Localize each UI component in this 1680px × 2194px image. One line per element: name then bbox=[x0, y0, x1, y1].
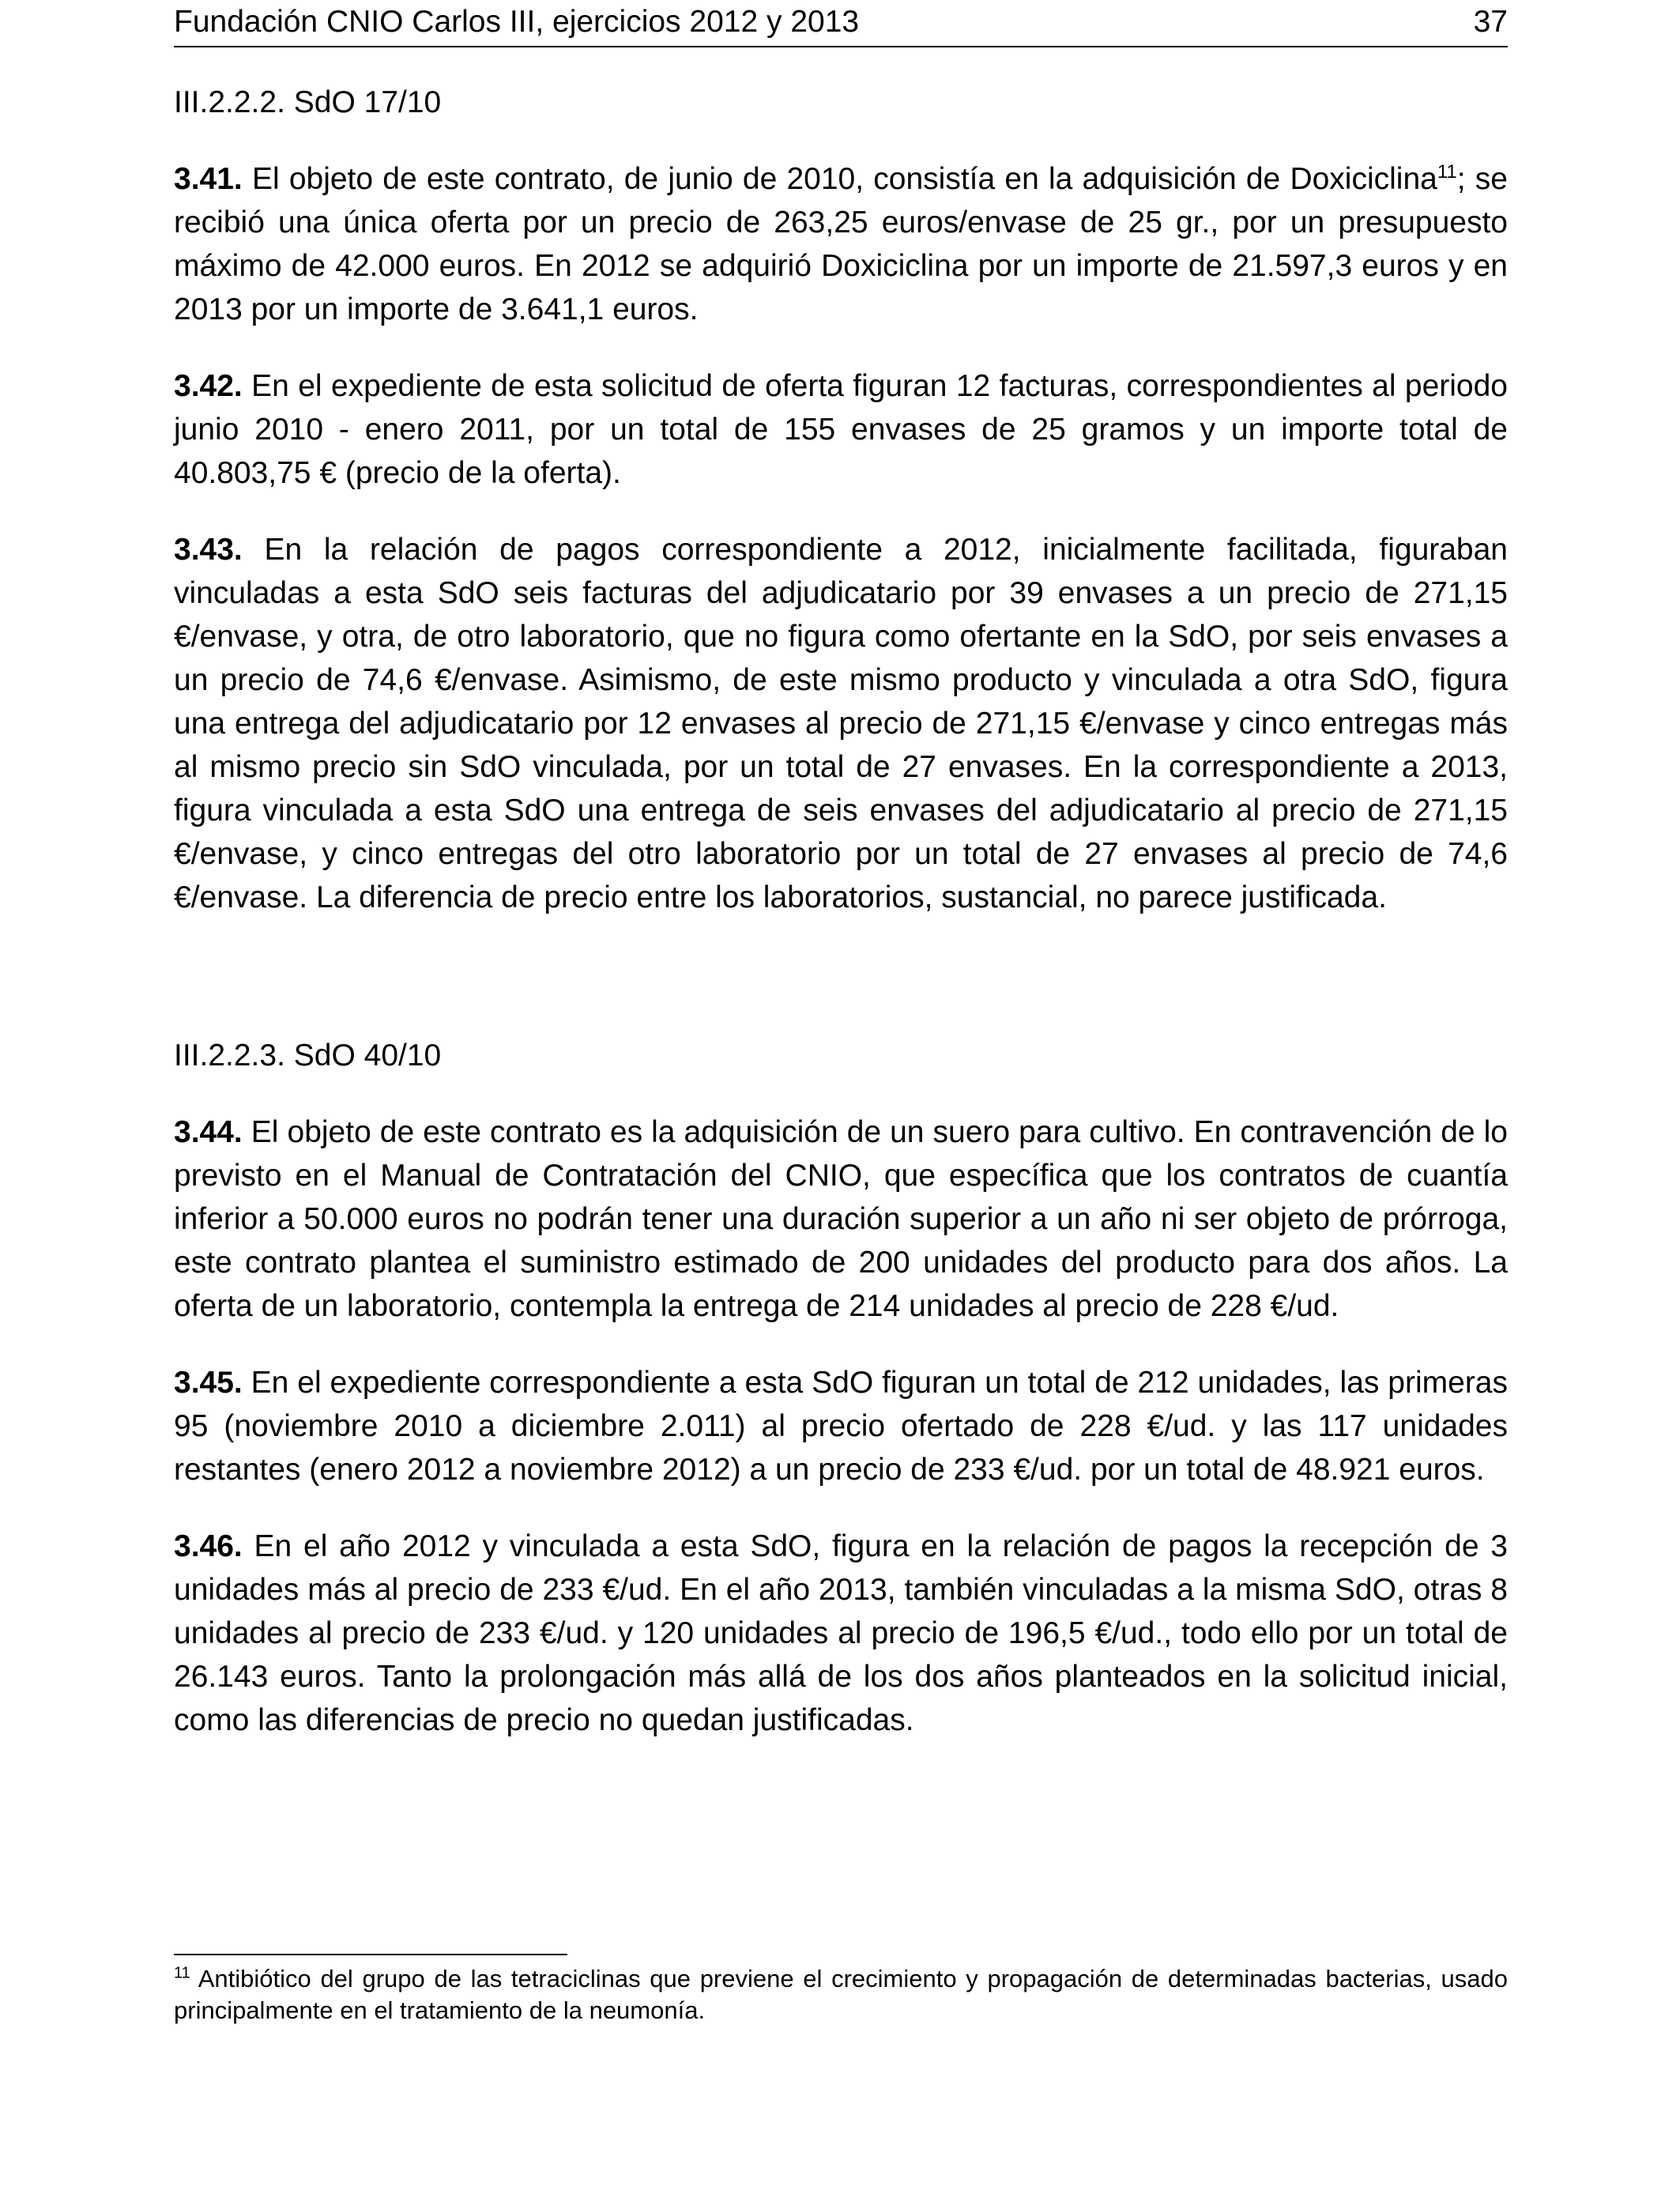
paragraph-number: 3.43. bbox=[174, 533, 243, 567]
footnote-mark: 11 bbox=[174, 1964, 190, 1982]
header-title: Fundación CNIO Carlos III, ejercicios 2012 y 2013 bbox=[174, 5, 860, 39]
footnote-11 bbox=[174, 1963, 1508, 2026]
footnote-reference[interactable]: 11 bbox=[1437, 161, 1457, 183]
page-number: 37 bbox=[1473, 5, 1508, 39]
paragraph-number: 3.41. bbox=[174, 162, 243, 196]
paragraph-number: 3.45. bbox=[174, 1366, 243, 1400]
paragraph-number: 3.44. bbox=[174, 1115, 243, 1149]
paragraph-number: 3.42. bbox=[174, 369, 243, 403]
paragraph-3-46 bbox=[174, 1525, 1508, 1742]
paragraph-text: ; se recibió una única oferta por un precio de 263,25 euros/envase de 25 gr., por un presupuesto máximo de 42.000 euros. En 2012 se adquirió Doxiciclina por un importe de 21.597,3 euros y en 2013 por un importe de 3.641,1 euros. bbox=[174, 162, 1508, 326]
paragraph-text: En el año 2012 y vinculada a esta SdO, figura en la relación de pagos la recepción de 3 unidades más al precio de 233 €/ud. En el año 2013, también vinculadas a la misma SdO, otras 8 unidades al precio de 233 €/ud. y 120 unidades al precio de 196,5 €/ud., todo ello por un total de 26.143 euros. Tanto la prolongación más allá de los dos años planteados en la solicitud inicial, como las diferencias de precio no quedan justificadas. bbox=[174, 1529, 1508, 1737]
section-heading-sdo-17-10: III.2.2.2. SdO 17/10 bbox=[174, 85, 442, 119]
paragraph-3-44 bbox=[174, 1110, 1508, 1328]
footnote-divider bbox=[174, 1954, 567, 1955]
paragraph-text: En el expediente correspondiente a esta SdO figuran un total de 212 unidades, las primeras 95 (noviembre 2010 a diciembre 2.011) al precio ofertado de 228 €/ud. y las 117 unidades restantes (enero 2012 a noviembre 2012) a un precio de 233 €/ud. por un total de 48.921 euros. bbox=[174, 1366, 1508, 1487]
paragraph-number: 3.46. bbox=[174, 1529, 243, 1563]
paragraph-3-41 bbox=[174, 157, 1508, 331]
paragraph-3-43 bbox=[174, 528, 1508, 919]
page-header bbox=[174, 0, 1508, 47]
paragraph-text: El objeto de este contrato es la adquisición de un suero para cultivo. En contravención de lo previsto en el Manual de Contratación del CNIO, que específica que los contratos de cuantía inferior a 50.000 euros no podrán tener una duración superior a un año ni ser objeto de prórroga, este contrato plantea el suministro estimado de 200 unidades del producto para dos años. La oferta de un laboratorio, contempla la entrega de 214 unidades al precio de 228 €/ud. bbox=[174, 1115, 1508, 1323]
footnote-text: Antibiótico del grupo de las tetraciclinas que previene el crecimiento y propagación de determinadas bacterias, usado principalmente en el tratamiento de la neumonía. bbox=[174, 1965, 1508, 2024]
paragraph-text: El objeto de este contrato, de junio de 2010, consistía en la adquisición de Doxiciclina bbox=[242, 162, 1437, 196]
paragraph-text: En la relación de pagos correspondiente a 2012, inicialmente facilitada, figuraban vinculadas a esta SdO seis facturas del adjudicatario por 39 envases a un precio de 271,15 €/envase, y otra, de otro laboratorio, que no figura como ofertante en la SdO, por seis envases a un precio de 74,6 €/envase. Asimismo, de este mismo producto y vinculada a otra SdO, figura una entrega del adjudicatario por 12 envases al precio de 271,15 €/envase y cinco entregas más al mismo precio sin SdO vinculada, por un total de 27 envases. En la correspondiente a 2013, figura vinculada a esta SdO una entrega de seis envases del adjudicatario al precio de 271,15 €/envase, y cinco entregas del otro laboratorio por un total de 27 envases al precio de 74,6 €/envase. La diferencia de precio entre los laboratorios, sustancial, no parece justificada. bbox=[174, 533, 1508, 914]
paragraph-3-45 bbox=[174, 1361, 1508, 1491]
document-body bbox=[174, 81, 1508, 1775]
paragraph-3-42 bbox=[174, 364, 1508, 495]
paragraph-text: En el expediente de esta solicitud de oferta figuran 12 facturas, correspondientes al periodo junio 2010 - enero 2011, por un total de 155 envases de 25 gramos y un importe total de 40.803,75 € (precio de la oferta). bbox=[174, 369, 1508, 490]
section-heading-sdo-40-10: III.2.2.3. SdO 40/10 bbox=[174, 1039, 442, 1072]
